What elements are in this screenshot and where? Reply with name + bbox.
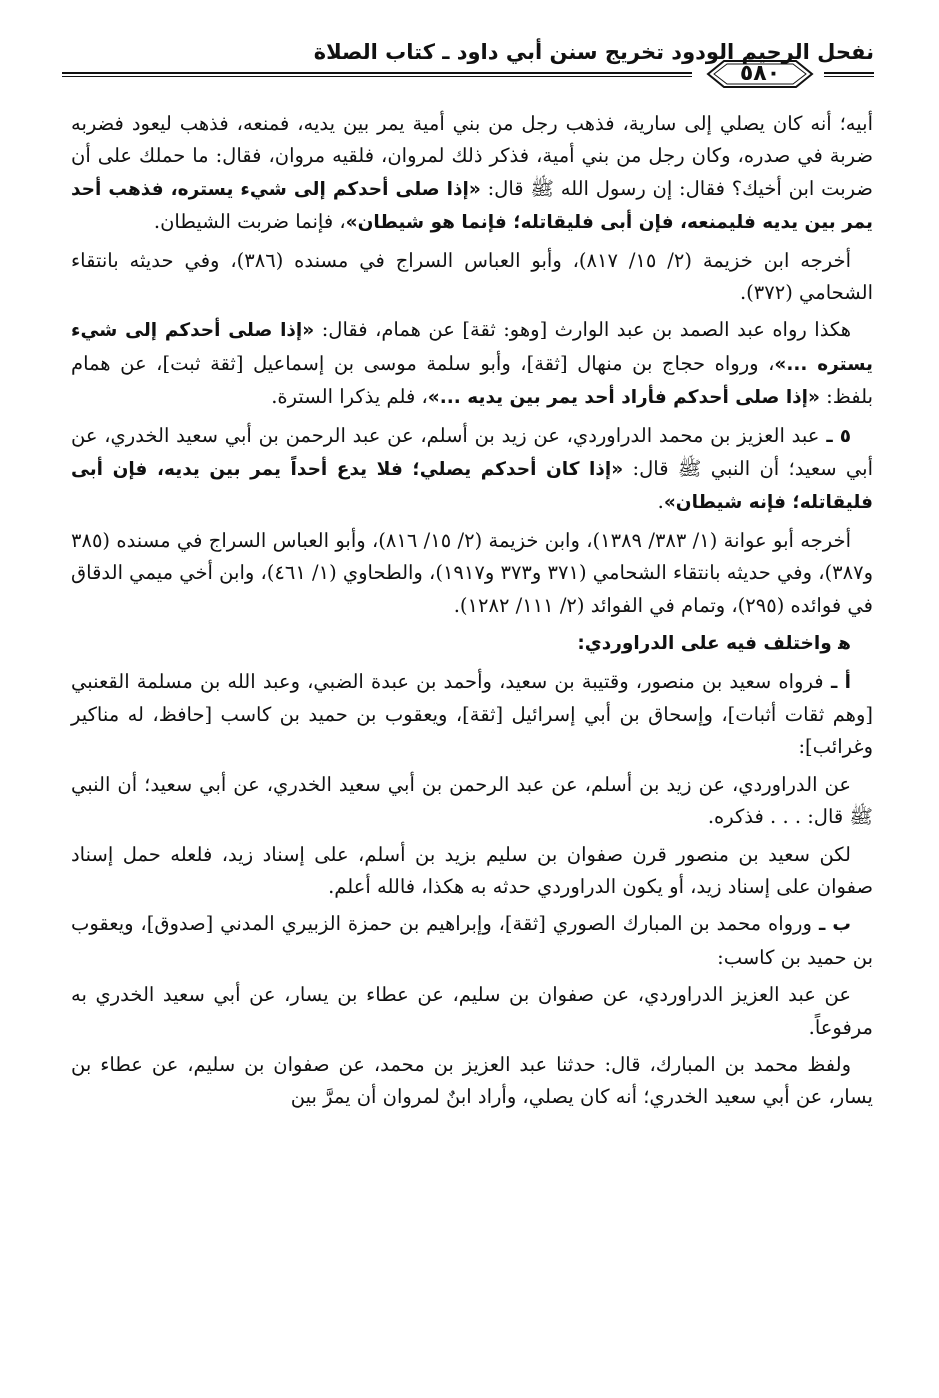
paragraph: [71, 769, 873, 834]
text-span: عن الدراوردي، عن زيد بن أسلم، عن عبد الرحمن بن أبي سعيد الخدري، عن أبي سعيد؛ أن النبي ﷺ قال: . . . فذكره.: [71, 772, 873, 829]
page-number: ٥٨٠: [739, 61, 781, 86]
text-span: أخرجه أبو عوانة (١/ ٣٨٣/ ١٣٨٩)، وابن خزيمة (٢/ ١٥/ ٨١٦)، وأبو العباس السراج في مسنده (٣٨٥ و٣٨٧)، وفي حديثه بانتقاء الشحامي (٣٧١ و٣٧٣ و١٩١٧)، والطحاوي (١/ ٤٦١)، وابن أخي ميمي الدقاق في فوائده (٢٩٥)، وتمام في الفوائد (٢/ ١١١/ ١٢٨٢).: [71, 528, 873, 617]
header-title: نفحل الرحيم الودود تخريج سنن أبي داود ـ كتاب الصلاة: [313, 40, 874, 64]
bold-text-span: «إذا كان أحدكم يصلي؛ فلا يدع أحداً يمر بين يديه، فإن أبى فليقاتله؛ فإنه شيطان»: [71, 459, 873, 514]
bold-text-span: أ ـ: [823, 671, 851, 693]
paragraph: [71, 666, 873, 764]
page-body: [71, 108, 873, 1119]
text-span: ، ورواه حجاج بن منهال [ثقة]، وأبو سلمة موسى بن إسماعيل [ثقة ثبت]، عن همام بلفظ:: [71, 351, 873, 409]
paragraph: [71, 525, 873, 622]
bold-text-span: «إذا صلى أحدكم فأراد أحد يمر بين يديه ...»: [427, 387, 820, 409]
text-span: .: [657, 490, 664, 514]
text-span: ، فإنما ضربت الشيطان.: [153, 210, 346, 234]
text-span: أبيه؛ أنه كان يصلي إلى سارية، فذهب رجل من بني أمية يمر بين يديه، فمنعه، فذهب ليعود فضربه ضربة في صدره، وكان رجل من بني أمية، فذكر ذلك لمروان، فلقيه مروان، فقال: ما حملك على أن ضربت ابن أخيك؟ فقال: إن رسول الله ﷺ قال:: [71, 112, 873, 200]
bold-text-span: ب ـ: [811, 914, 852, 936]
paragraph: [71, 627, 873, 660]
bold-text-span: «إذا صلى أحدكم إلى شيء يستره ...»: [71, 320, 873, 375]
bold-text-span: ﻫ واختلف فيه على الدراوردي:: [577, 633, 851, 655]
running-header: [62, 38, 874, 98]
paragraph: [71, 839, 873, 904]
page-number-badge: [702, 58, 818, 90]
text-span: عن عبد العزيز الدراوردي، عن صفوان بن سليم، عن عطاء بن يسار، عن أبي سعيد الخدري به مرفوعاً.: [71, 983, 873, 1039]
header-rule-left: [62, 72, 692, 77]
paragraph: [71, 1049, 873, 1114]
text-span: فرواه سعيد بن منصور، وقتيبة بن سعيد، وأحمد بن عبدة الضبي، وعبد الله بن مسلمة القعنبي [وهم ثقات أثبات]، وإسحاق بن أبي إسرائيل [ثقة]، ويعقوب بن حميد بن كاسب [حافظ، له مناكير وغرائب]:: [71, 669, 873, 759]
text-span: أخرجه ابن خزيمة (٢/ ١٥/ ٨١٧)، وأبو العباس السراج في مسنده (٣٨٦)، وفي حديثه بانتقاء الشحامي (٣٧٢).: [71, 248, 873, 305]
paragraph: [71, 908, 873, 974]
text-span: لكن سعيد بن منصور قرن صفوان بن سليم بزيد بن أسلم، على إسناد زيد، فلعله حمل إسناد صفوان على إسناد زيد، أو يكون الدراوردي حدثه به هكذا، فالله أعلم.: [71, 842, 873, 898]
text-span: ولفظ محمد بن المبارك، قال: حدثنا عبد العزيز بن محمد، عن صفوان بن سليم، عن عطاء بن يسار، عن أبي سعيد الخدري؛ أنه كان يصلي، وأراد ابنٌ لمروان أن يمرَّ بين: [71, 1052, 873, 1109]
paragraph: [71, 245, 873, 310]
paragraph: [71, 108, 873, 240]
paragraph: [71, 979, 873, 1044]
bold-text-span: ٥ ـ: [819, 425, 851, 447]
paragraph: [71, 314, 873, 414]
text-span: ، فلم يذكرا السترة.: [271, 385, 428, 409]
paragraph: [71, 420, 873, 520]
bold-text-span: «إذا صلى أحدكم إلى شيء يستره، فذهب أحد يمر بين يديه فليمنعه، فإن أبى فليقاتله؛ فإنما هو شيطان»: [71, 178, 873, 234]
text-span: ورواه محمد بن المبارك الصوري [ثقة]، وإبراهيم بن حمزة الزبيري المدني [صدوق]، ويعقوب بن حميد بن كاسب:: [71, 912, 873, 969]
text-span: هكذا رواه عبد الصمد بن عبد الوارث [وهو: ثقة] عن همام، فقال:: [314, 318, 851, 342]
text-span: عبد العزيز بن محمد الدراوردي، عن زيد بن أسلم، عن عبد الرحمن بن أبي سعيد الخدري، عن أبي سعيد؛ أن النبي ﷺ قال:: [71, 423, 873, 481]
header-rule-right: [824, 72, 874, 77]
